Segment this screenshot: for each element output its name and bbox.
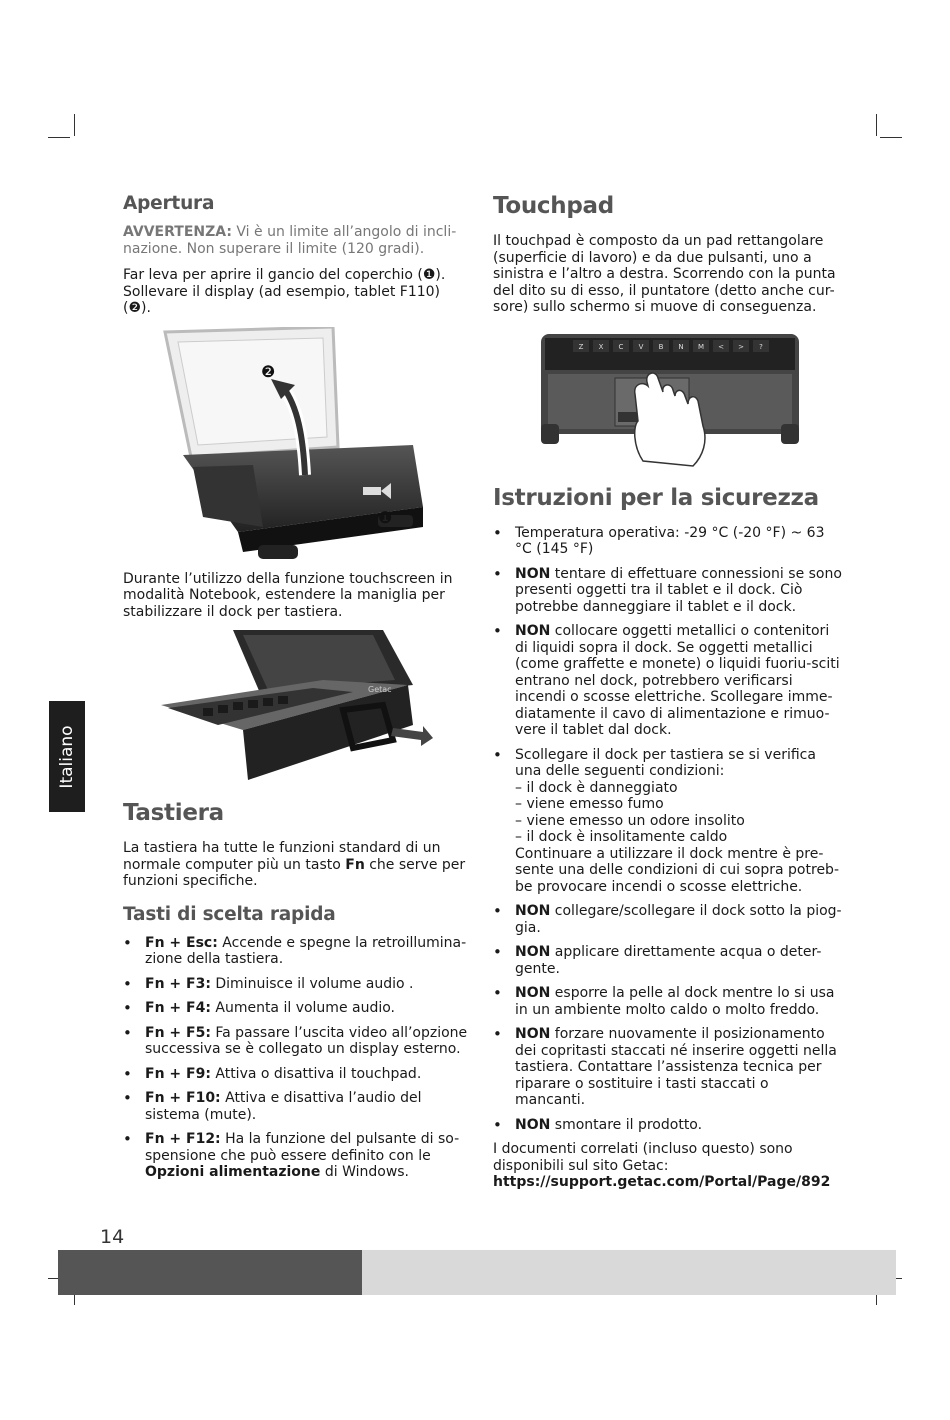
hotkey-key: Fn + F12: <box>145 1131 221 1147</box>
hotkey-key: Fn + F5: <box>145 1024 211 1041</box>
keycap-label: < <box>718 342 724 351</box>
safety-text: collocare oggetti metallici o contenitori di liquidi sopra il dock. Se oggetti metallici (come graffette e monete) o liquidi fuoriu-sciti entrano nel dock, potrebbero verificarsi incendi o scosse elettriche. Scollegare imme-diatamente il cavo di alimentazione e rimuo-vere il tablet dal dock. <box>515 623 840 738</box>
non-label: NON <box>515 1026 551 1042</box>
safety-text: collegare/scollegare il dock sotto la piog-gia. <box>515 903 842 936</box>
safety-text: • Scollegare il dock per tastiera se si verifica una delle seguenti condizioni: <box>515 746 816 779</box>
hotkey-text: Accende e spegne la retroillumina-zione della tastiera. <box>145 934 467 967</box>
callout-1 <box>378 508 392 527</box>
callout-2-label: ❷ <box>261 361 276 381</box>
support-link[interactable]: https://support.getac.com/Portal/Page/892 <box>493 1174 831 1190</box>
condition-item: – viene emesso un odore insolito <box>515 812 745 829</box>
list-item <box>493 623 843 739</box>
hotkey-text: Diminuisce il volume audio . <box>210 975 414 992</box>
list-item <box>123 935 468 968</box>
list-item <box>123 1000 468 1017</box>
fn-key-label: Fn <box>345 856 365 873</box>
touchpad-paragraph: Il touchpad è composto da un pad rettangolare (superficie di lavoro) e da due pulsanti, uno a sinistra e l’altro a destra. Scorrendo con la punta del dito su di esso, il puntatore (detto anche cur-sore) sullo schermo si muove di conseguenza. <box>493 233 836 315</box>
list-item <box>493 1026 843 1109</box>
touchscreen-paragraph: Durante l’utilizzo della funzione touchscreen in modalità Notebook, estendere la maniglia per stabilizzare il dock per tastiera. <box>123 570 453 620</box>
hotkey-text: Fa passare l’uscita video all’opzione successiva se è collegato un display esterno. <box>145 1024 468 1057</box>
hotkey-key: Fn + F3: <box>145 975 211 992</box>
crop-mark <box>74 114 75 136</box>
page-number: 14 <box>100 1226 125 1248</box>
safety-text: esporre la pelle al dock mentre lo si usa in un ambiente molto caldo o molto freddo. <box>515 985 835 1018</box>
non-label: NON <box>515 1116 551 1133</box>
safety-text: forzare nuovamente il posizionamento dei copritasti staccati né inserire oggetti nella tastiera. Contattare l’assistenza tecnica per riparare o sostituire i tasti staccati o mancanti. <box>515 1026 837 1108</box>
getac-logo: Getac <box>368 685 392 694</box>
left-column <box>123 193 468 1189</box>
keycap-label: C <box>618 342 624 351</box>
warning-text: Vi è un limite all’angolo di incli-nazione. Non superare il limite (120 gradi). <box>123 224 457 257</box>
list-item <box>123 1066 468 1083</box>
tastiera-paragraph <box>123 840 468 890</box>
tastiera-heading: Tastiera <box>123 800 224 826</box>
keycap-label: M <box>697 342 705 351</box>
crop-mark <box>48 137 70 138</box>
keycap-label: Z <box>578 342 584 351</box>
handle-illustration <box>123 630 468 790</box>
tastiera-text-1: La tastiera ha tutte le funzioni standard di un normale computer più un tasto <box>123 840 441 873</box>
list-item <box>493 566 843 616</box>
keycap-label: V <box>638 342 644 351</box>
non-label: NON <box>515 985 551 1001</box>
tastiera-text-2: che serve per funzioni specifiche. <box>123 856 466 889</box>
condition-item: – viene emesso fumo <box>515 796 664 812</box>
hotkey-text: Attiva e disattiva l’audio del sistema (mute). <box>145 1090 422 1123</box>
documents-text: I documenti correlati (incluso questo) sono disponibili sul sito Getac: <box>493 1141 793 1174</box>
non-label: NON <box>515 944 551 960</box>
list-item <box>493 944 843 977</box>
opening-text-2: ). Sollevare il display (ad esempio, tablet F110) ( <box>123 267 446 316</box>
hotkey-key: Fn + F9: <box>145 1065 211 1082</box>
hotkeys-heading: Tasti di scelta rapida <box>123 903 336 925</box>
right-column <box>493 193 843 1201</box>
warning-label: AVVERTENZA: <box>123 224 232 240</box>
list-item <box>493 903 843 936</box>
opening-text-3: ). <box>141 300 151 316</box>
list-item <box>123 1025 468 1058</box>
opening-text-1: Far leva per aprire il gancio del coperchio ( <box>123 267 423 283</box>
language-tab <box>49 701 85 812</box>
list-item <box>493 1117 843 1134</box>
touchpad-heading: Touchpad <box>493 193 614 219</box>
keycap-label: N <box>678 342 684 351</box>
safety-text: tentare di effettuare connessioni se sono presenti oggetti tra il tablet e il dock. Ciò potrebbe danneggiare il tablet e il dock. <box>515 565 842 615</box>
hotkey-key: Fn + F10: <box>145 1090 221 1106</box>
list-item <box>123 1131 468 1181</box>
hotkeys-list <box>123 935 468 1181</box>
warning-paragraph <box>123 224 468 257</box>
language-tab-label: Italiano <box>57 724 77 789</box>
footer-bar-dark <box>58 1250 362 1295</box>
hotkey-text: di Windows. <box>320 1164 410 1180</box>
list-item <box>123 976 468 993</box>
keycap-label: > <box>738 342 744 351</box>
callout-1-label: ❶ <box>378 507 393 527</box>
list-item: • Temperatura operativa: -29 °C (-20 °F) ~ 63 °C (145 °F) <box>493 525 843 558</box>
footer-bar-light <box>362 1250 896 1295</box>
hotkey-emphasis: Opzioni alimentazione <box>145 1164 321 1180</box>
hotkey-key: Fn + F4: <box>145 1000 211 1016</box>
safety-text: applicare direttamente acqua o deter-gente. <box>515 944 822 977</box>
hotkey-text: Aumenta il volume audio. <box>210 1000 396 1016</box>
keycap-label: B <box>658 342 664 351</box>
opening-paragraph <box>123 267 468 317</box>
condition-item: – il dock è danneggiato <box>515 779 678 796</box>
callout-2 <box>261 362 275 381</box>
hotkey-key: Fn + Esc: <box>145 934 218 951</box>
opening-illustration <box>123 327 468 565</box>
touchpad-illustration <box>493 326 843 471</box>
safety-list <box>493 525 843 1134</box>
hotkey-text: Attiva o disattiva il touchpad. <box>210 1065 422 1082</box>
list-item <box>123 1090 468 1123</box>
hotkey-text: Ha la funzione del pulsante di so-spensione che può essere definito con le <box>145 1131 460 1164</box>
keycap-label: X <box>598 342 604 351</box>
non-label: NON <box>515 903 551 919</box>
safety-text: Continuare a utilizzare il dock mentre è pre-sente una delle condizioni di cui sopra potreb-be provocare incendi o scosse elettriche. <box>515 845 839 895</box>
documents-paragraph <box>493 1141 843 1191</box>
crop-mark <box>876 114 877 136</box>
condition-item: – il dock è insolitamente caldo <box>515 829 728 845</box>
non-label: NON <box>515 565 551 582</box>
safety-text: smontare il prodotto. <box>550 1116 703 1133</box>
crop-mark <box>880 137 902 138</box>
apertura-heading: Apertura <box>123 193 215 214</box>
marker-1: ❶ <box>422 267 436 283</box>
safety-heading: Istruzioni per la sicurezza <box>493 484 819 511</box>
list-item <box>493 747 843 896</box>
list-item <box>493 985 843 1018</box>
non-label: NON <box>515 623 551 639</box>
keycap-label: ? <box>759 342 763 351</box>
marker-2: ❷ <box>128 300 142 316</box>
